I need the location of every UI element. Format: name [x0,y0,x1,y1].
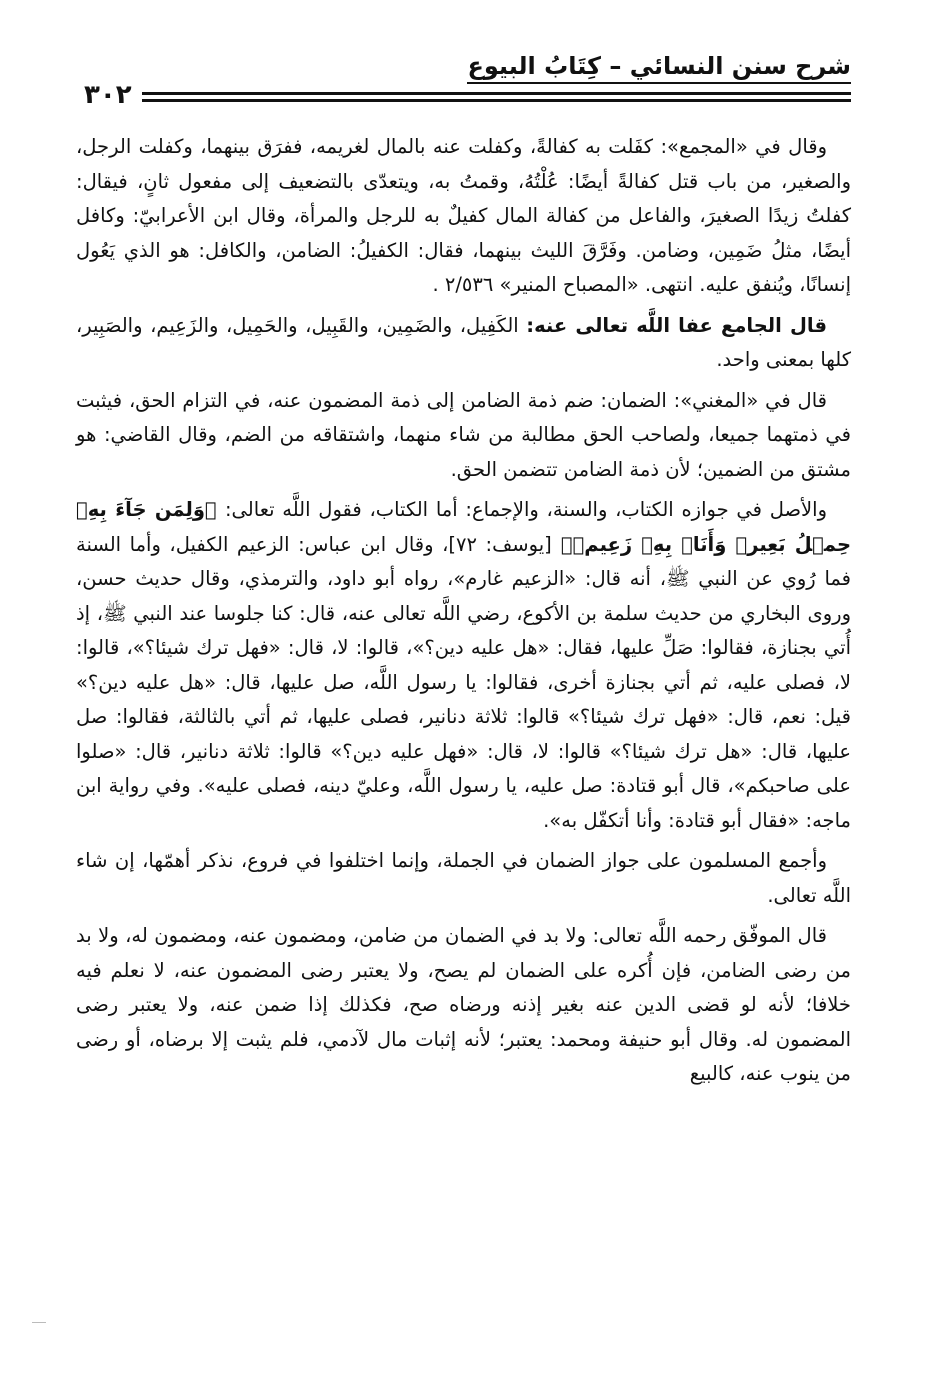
paragraph [76,844,851,913]
scan-mark [32,1322,46,1324]
header-double-rule [76,92,851,102]
body-text [76,130,851,1098]
paragraph-text-continued: [يوسف: ٧٢]، وقال ابن عباس: الزعيم الكفيل، وأما السنة فما رُوي عن النبي ﷺ، أنه قال: «الزعيم غارم»، رواه أبو داود، والترمذي، وقال حديث حسن، وروى البخاري من حديث سلمة بن الأكوع، رضي اللَّه تعالى عنه، قال: كنا جلوسا عند النبي ﷺ، إذ أُتي بجنازة، فقالوا: صَلِّ عليها، فقال: «هل عليه دين؟»، قالوا: لا، قال: «فهل ترك شيئا؟»، قالوا: لا، فصلى عليه، ثم أتي بجنازة أخرى، فقالوا: يا رسول اللَّه، صل عليها، قال: «هل عليه دين؟» قيل: نعم، قال: «فهل ترك شيئا؟» قالوا: ثلاثة دنانير، فصلى عليها، ثم أتي بالثالثة، فقالوا: صل عليها، قال: «هل ترك شيئا؟» قالوا: لا، قال: «فهل عليه دين؟» قالوا: ثلاثة دنانير، قال: «صلوا على صاحبكم»، قال أبو قتادة: صل عليه، يا رسول اللَّه، وعليّ دينه، فصلى عليه». وفي رواية ابن ماجه: «فقال أبو قتادة: وأنا أتكفّل به». [76,532,851,832]
page-number: ٣٠٢ [76,80,142,110]
paragraph-text: قال الموفّق رحمه اللَّه تعالى: ولا بد في الضمان من ضامن، ومضمون عنه، ومضمون له، ولا بد من رضى الضامن، فإن أُكره على الضمان لم يصح، ولا يعتبر رضى المضمون عنه، لا نعلم فيه خلافا؛ لأنه لو قضى الدين عنه بغير إذنه ورضاه صح، فكذلك إذا ضمن عنه، ولا يعتبر رضى المضمون له. وقال أبو حنيفة ومحمد: يعتبر؛ لأنه إثبات مال لآدمي، فلم يثبت إلا برضاه، أو رضى من ينوب عنه، كالبيع [76,924,851,1085]
paragraph [76,493,851,838]
author-remark-lead: قال الجامع عفا اللَّه تعالى عنه: [526,313,827,337]
quran-verse: ﴿وَلِمَن جَآءَ بِهِۦ حِمۡلُ بَعِيرٖ وَأَنَا۠ بِهِۦ زَعِيمٞ﴾ [76,498,852,556]
paragraph-text: وأجمع المسلمون على جواز الضمان في الجملة، وإنما اختلفوا في فروع، نذكر أهمّها، إن شاء اللَّه تعالى. [76,849,851,907]
paragraph [76,130,851,303]
page-header [76,52,851,122]
paragraph-text: قال في «المغني»: الضمان: ضم ذمة الضامن إلى ذمة المضمون عنه، في التزام الحق، فيثبت في ذمتهما جميعا، ولصاحب الحق مطالبة من شاء منهما، واشتقاقه من الضم، وقال القاضي: هو مشتق من الضمين؛ لأن ذمة الضامن تتضمن الحق. [76,388,851,481]
paragraph [76,919,851,1092]
running-title: شرح سنن النسائي – كِتَابُ البيوع [467,52,851,84]
paragraph-text: والأصل في جوازه الكتاب، والسنة، والإجماع: أما الكتاب، فقول اللَّه تعالى: [224,498,827,521]
paragraph [76,309,851,378]
paragraph [76,384,851,488]
paragraph-text: الكَفِيل، والضَمِين، والقَبِيل، والحَمِيل، والزَعِيم، والصَبِير، كلها بمعنى واحد. [76,313,851,371]
paragraph-text: وقال في «المجمع»: كفَلت به كفالةً، وكفلت عنه بالمال لغريمه، ففرَق بينهما، وكفلت الرجل، والصغير، من باب قتل كفالةً أيضًا: عُلْتُهُ، وقمتُ به، ويتعدّى بالتضعيف إلى مفعول ثانٍ، فيقال: كفلتُ زيدًا الصغيرَ، والفاعل من كفالة المال كفيلٌ به للرجل والمرأة، وقال ابن الأعرابيّ: وكافل أيضًا، مثلُ ضَمِين، وضامن. وفَرَّقَ الليث بينهما، فقال: الكفيلُ: الضامن، والكافل: هو الذي يَعُول إنسانًا، ويُنفق عليه. انتهى. «المصباح المنير» ٢/٥٣٦ . [76,135,851,296]
